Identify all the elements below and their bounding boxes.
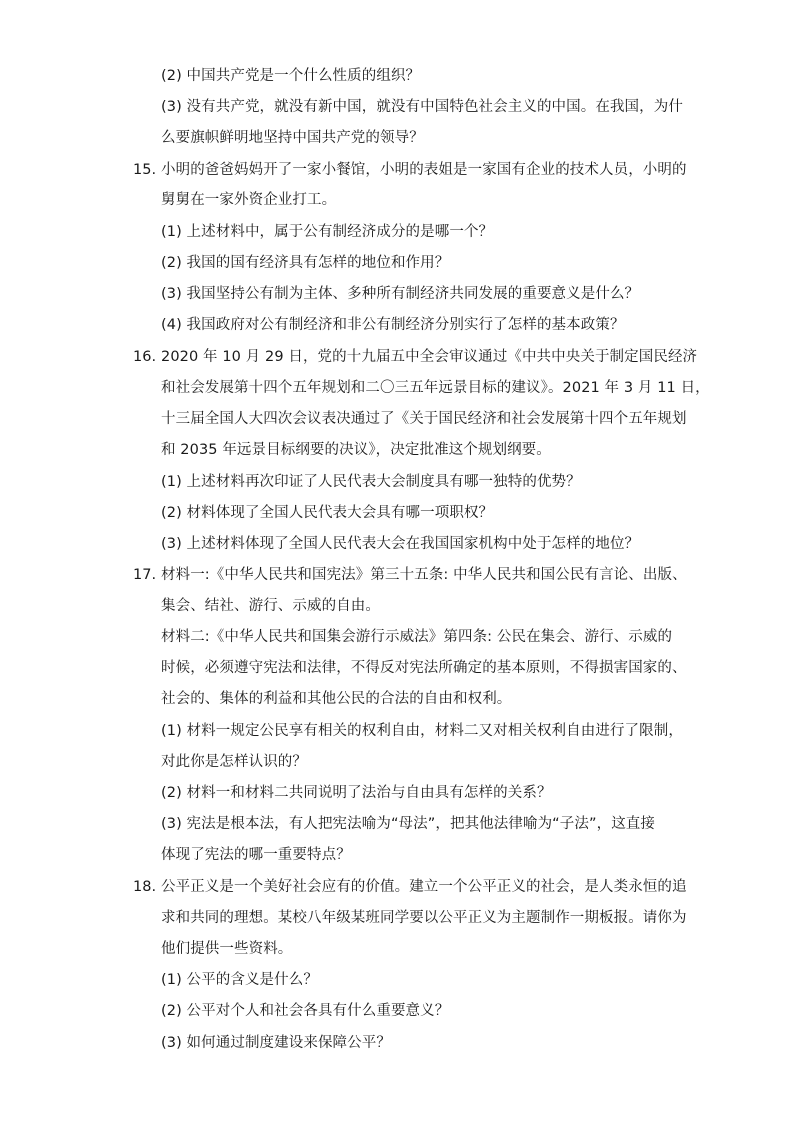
q17-material-2-cont-2: 社会的、集体的利益和其他公民的合法的自由和权利。 xyxy=(161,691,512,707)
q16-stem-cont-3: 和 2035 年远景目标纲要的决议》，决定批准这个规划纲要。 xyxy=(161,442,551,458)
q15-number: 15. xyxy=(133,162,157,178)
q16-subquestion-1: (1) 上述材料再次印证了人民代表大会制度具有哪一独特的优势？ xyxy=(161,474,581,490)
q17-number: 17. xyxy=(133,567,157,583)
q16-subquestion-3: (3) 上述材料体现了全国人民代表大会在我国国家机构中处于怎样的地位？ xyxy=(161,536,640,552)
q17-subquestion-2: (2) 材料一和材料二共同说明了法治与自由具有怎样的关系？ xyxy=(161,785,552,801)
q14-subquestion-3: (3) 没有共产党，就没有新中国，就没有中国特色社会主义的中国。在我国，为什 xyxy=(161,99,683,115)
q17-subquestion-1-cont: 对此你是怎样认识的？ xyxy=(161,754,307,770)
q15-subquestion-3: (3) 我国坚持公有制为主体、多种所有制经济共同发展的重要意义是什么？ xyxy=(161,286,640,302)
q15-subquestion-2: (2) 我国的国有经济具有怎样的地位和作用？ xyxy=(161,255,450,271)
q15-stem-cont: 舅舅在一家外资企业打工。 xyxy=(161,192,337,208)
q16-stem-cont-1: 和社会发展第十四个五年规划和二〇三五年远景目标的建议》。2021 年 3 月 11 日， xyxy=(161,380,710,396)
q15-subquestion-1: (1) 上述材料中，属于公有制经济成分的是哪一个？ xyxy=(161,224,494,240)
q17-subquestion-3: (3) 宪法是根本法，有人把宪法喻为“母法”，把其他法律喻为“子法”，这直接 xyxy=(161,816,655,832)
q18-stem: 公平正义是一个美好社会应有的价值。建立一个公平正义的社会，是人类永恒的追 xyxy=(161,879,687,895)
q16-number: 16. xyxy=(133,349,157,365)
q14-subquestion-3-cont: 么要旗帜鲜明地坚持中国共产党的领导？ xyxy=(161,130,424,146)
q16-subquestion-2: (2) 材料体现了全国人民代表大会具有哪一项职权？ xyxy=(161,505,494,521)
q18-stem-cont-2: 他们提供一些资料。 xyxy=(161,941,293,957)
q17-material-1: 材料一:《中华人民共和国宪法》第三十五条: 中华人民共和国公民有言论、出版、 xyxy=(161,567,687,583)
q17-material-2: 材料二:《中华人民共和国集会游行示威法》第四条: 公民在集会、游行、示威的 xyxy=(161,629,673,645)
q18-subquestion-2: (2) 公平对个人和社会各具有什么重要意义？ xyxy=(161,1003,450,1019)
q18-number: 18. xyxy=(133,879,157,895)
q18-subquestion-3: (3) 如何通过制度建设来保障公平？ xyxy=(161,1035,391,1051)
q16-stem-cont-2: 十三届全国人大四次会议表决通过了《关于国民经济和社会发展第十四个五年规划 xyxy=(161,411,687,427)
q18-subquestion-1: (1) 公平的含义是什么？ xyxy=(161,972,318,988)
q17-subquestion-1: (1) 材料一规定公民享有相关的权利自由，材料二又对相关权利自由进行了限制， xyxy=(161,723,683,739)
q15-subquestion-4: (4) 我国政府对公有制经济和非公有制经济分别实行了怎样的基本政策？ xyxy=(161,317,625,333)
q17-subquestion-3-cont: 体现了宪法的哪一重要特点？ xyxy=(161,847,351,863)
q17-material-2-cont-1: 时候，必须遵守宪法和法律，不得反对宪法所确定的基本原则，不得损害国家的、 xyxy=(161,660,687,676)
q14-subquestion-2: (2) 中国共产党是一个什么性质的组织？ xyxy=(161,68,421,84)
q18-stem-cont-1: 求和共同的理想。某校八年级某班同学要以公平正义为主题制作一期板报。请你为 xyxy=(161,910,687,926)
q15-stem: 小明的爸爸妈妈开了一家小餐馆，小明的表姐是一家国有企业的技术人员，小明的 xyxy=(161,162,687,178)
q16-stem: 2020 年 10 月 29 日，党的十九届五中全会审议通过《中共中央关于制定国民经济 xyxy=(161,349,698,365)
q17-material-1-cont: 集会、结社、游行、示威的自由。 xyxy=(161,598,380,614)
